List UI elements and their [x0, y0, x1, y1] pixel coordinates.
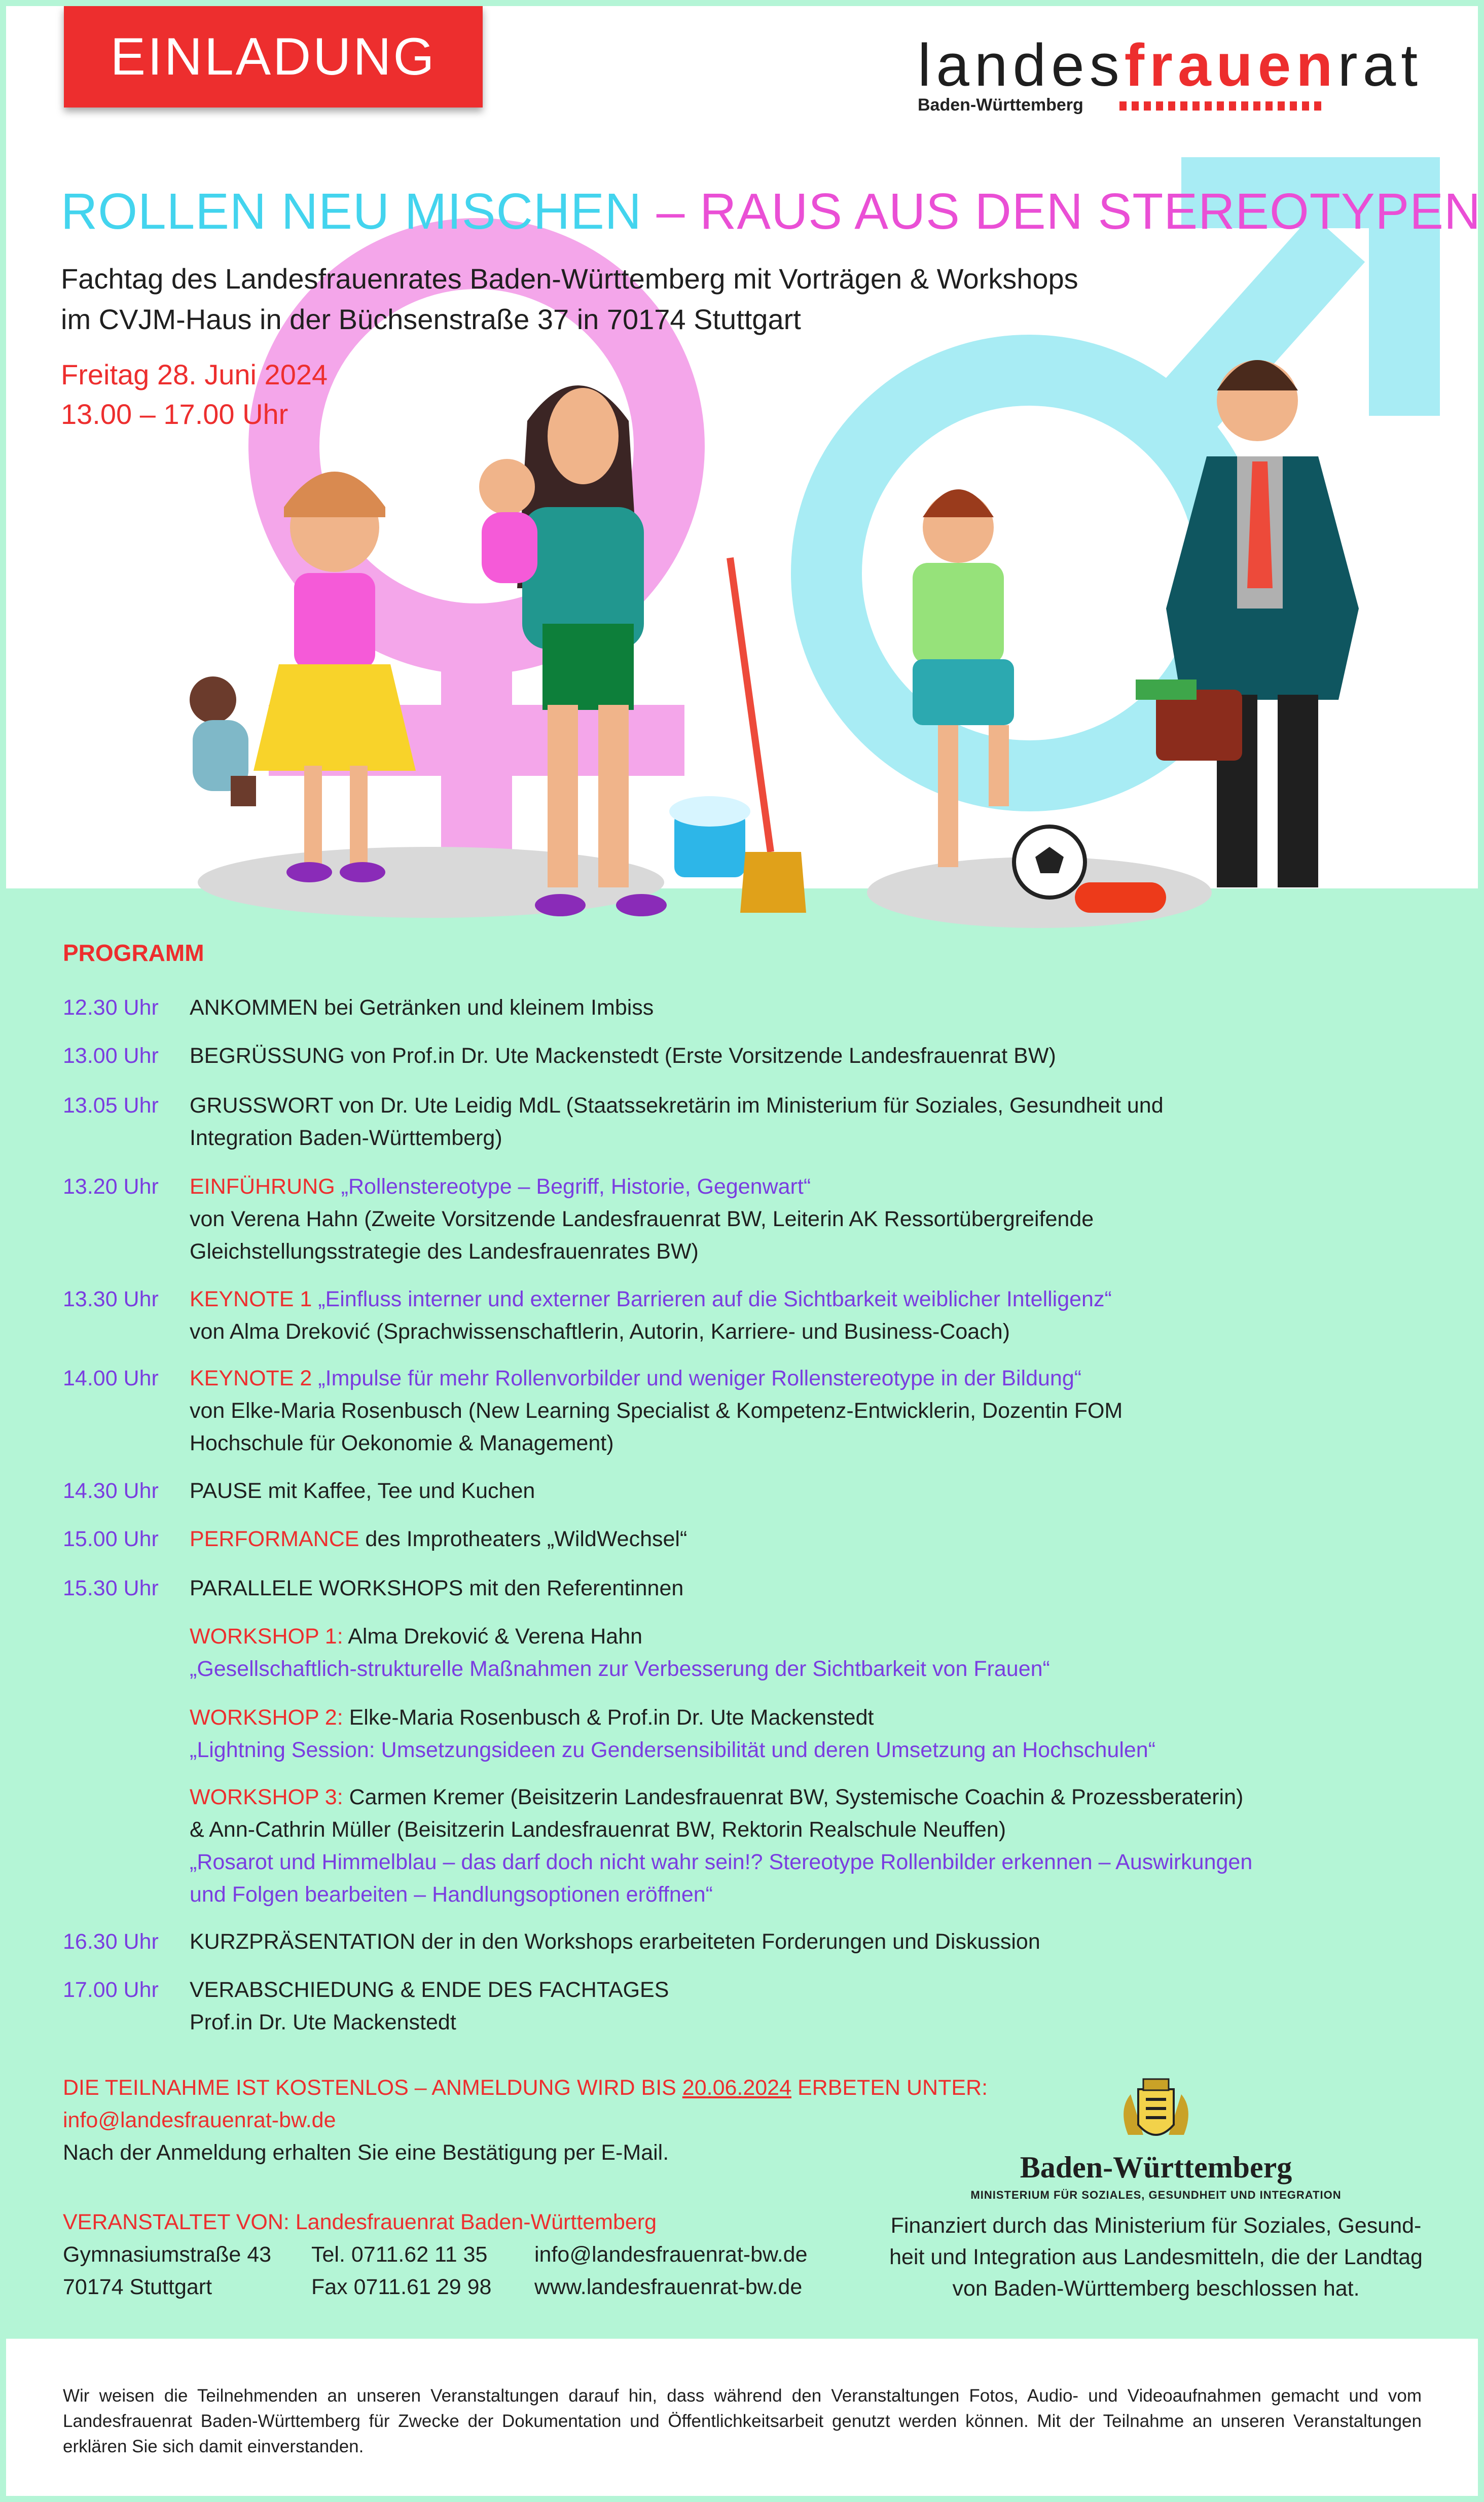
organizer-contact — [534, 2238, 808, 2303]
event-subtitle: Fachtag des Landesfrauenrates Baden-Württemberg mit Vorträgen & Workshops im CVJM-Haus in der Büchsenstraße 37 in 70174 Stuttgart — [61, 263, 1078, 335]
program-text: von Dr. Ute Leidig MdL (Staatssekretärin im Ministerium für Soziales, Gesundheit und — [333, 1093, 1164, 1118]
workshop-speakers: Alma Dreković & Verena Hahn — [343, 1624, 643, 1649]
program-text-line2: Prof.in Dr. Ute Mackenstedt — [190, 2010, 456, 2034]
doll-figure — [190, 676, 256, 806]
sponsor-block — [877, 2074, 1435, 2201]
program-time: 13.05 Uhr — [63, 1093, 159, 1118]
bucket-and-mop — [669, 558, 806, 913]
program-time: 13.30 Uhr — [63, 1287, 159, 1311]
workshop-label: WORKSHOP 1: — [190, 1624, 343, 1649]
boy-figure — [913, 489, 1166, 913]
ground-shadow-left — [198, 847, 664, 918]
workshop-speakers-line2: & Ann-Cathrin Müller (Beisitzerin Landesfrauenrat BW, Rektorin Realschule Neuffen) — [190, 1817, 1006, 1842]
program-text-line2: von Verena Hahn (Zweite Vorsitzende Landesfrauenrat BW, Leiterin AK Ressortübergreifende — [190, 1207, 1094, 1231]
program-time: 12.30 Uhr — [63, 995, 159, 1020]
program-text: von Prof.in Dr. Ute Mackenstedt (Erste Vorsitzende Landesfrauenrat BW) — [344, 1044, 1056, 1068]
mother-figure — [479, 385, 667, 916]
registration-deadline: 20.06.2024 — [682, 2076, 792, 2100]
program-label: EINFÜHRUNG — [190, 1174, 335, 1199]
workshop-speakers: Carmen Kremer (Beisitzerin Landesfrauenrat BW, Systemische Coachin & Prozessberaterin) — [343, 1785, 1244, 1809]
logo-subtitle: Baden-Württemberg — [918, 95, 1083, 115]
program-text: der in den Workshops erarbeiteten Forderungen und Diskussion — [415, 1929, 1040, 1954]
page-title: ROLLEN NEU MISCHEN – RAUS AUS DEN STEREOTYPEN — [61, 183, 1481, 240]
sponsor-name: Baden-Württemberg — [1020, 2151, 1292, 2184]
sponsor-ministry: MINISTERIUM FÜR SOZIALES, GESUNDHEIT UND INTEGRATION — [970, 2189, 1342, 2201]
program-label: PERFORMANCE — [190, 1527, 359, 1551]
program-time: 14.30 Uhr — [63, 1479, 159, 1503]
program-text-line3: Hochschule für Oekonomie & Management) — [190, 1431, 614, 1455]
program-time: 15.30 Uhr — [63, 1576, 159, 1600]
man-figure — [1136, 360, 1359, 887]
coat-of-arms-icon — [877, 2074, 1435, 2150]
program-label: KEYNOTE 2 — [190, 1366, 312, 1390]
workshop-label: WORKSHOP 2: — [190, 1705, 343, 1730]
registration-confirm: Nach der Anmeldung erhalten Sie eine Bestätigung per E-Mail. — [63, 2140, 669, 2165]
registration-info — [63, 2071, 988, 2169]
program-label: KURZPRÄSENTATION — [190, 1929, 416, 1954]
funding-note: Finanziert durch das Ministerium für Soziales, Gesund- heit und Integration aus Landesmitteln, die der Landtag von Baden-Württemberg beschlossen hat. — [889, 2213, 1423, 2301]
program-text: bei Getränken und kleinem Imbiss — [318, 995, 654, 1020]
program-label: VERABSCHIEDUNG & ENDE DES FACHTAGES — [190, 1978, 669, 2002]
organizer-heading: VERANSTALTET VON: Landesfrauenrat Baden-Württemberg — [63, 2210, 657, 2234]
workshop-topic: „Rosarot und Himmelblau – das darf doch nicht wahr sein!? Stereotype Rollenbilder erkennen – Auswirkungen — [190, 1850, 1253, 1874]
program-topic: „Rollenstereotype – Begriff, Historie, Gegenwart“ — [335, 1174, 811, 1199]
program-text-line3: Gleichstellungsstrategie des Landesfrauenrates BW) — [190, 1239, 699, 1264]
workshop-topic-line2: und Folgen bearbeiten – Handlungsoptionen eröffnen“ — [190, 1882, 713, 1907]
workshop-label: WORKSHOP 3: — [190, 1785, 343, 1809]
program-time: 14.00 Uhr — [63, 1366, 159, 1390]
program-label: ANKOMMEN — [190, 995, 318, 1020]
organizer-info — [63, 2206, 808, 2303]
stereotype-illustration — [0, 0, 1484, 933]
program-text-line2: von Alma Dreković (Sprachwissenschaftlerin, Autorin, Karriere- und Business-Coach) — [190, 1319, 1010, 1344]
program-label: PAUSE — [190, 1479, 262, 1503]
registration-text: DIE TEILNAHME IST KOSTENLOS – ANMELDUNG WIRD BIS — [63, 2076, 682, 2100]
registration-text-end: ERBETEN UNTER: — [791, 2076, 988, 2100]
workshop-topic: „Gesellschaftlich-strukturelle Maßnahmen zur Verbesserung der Sichtbarkeit von Frauen“ — [190, 1657, 1050, 1681]
program-time: 17.00 Uhr — [63, 1978, 159, 2002]
program-text-line2: von Elke-Maria Rosenbusch (New Learning Specialist & Kompetenz-Entwicklerin, Dozentin FOM — [190, 1399, 1123, 1423]
organizer-address: Gymnasiumstraße 43 70174 Stuttgart — [63, 2242, 272, 2299]
program-text: mit Kaffee, Tee und Kuchen — [262, 1479, 535, 1503]
program-label: KEYNOTE 1 — [190, 1287, 312, 1311]
girl-figure — [254, 472, 416, 882]
footer-disclaimer: Wir weisen die Teilnehmenden an unseren Veranstaltungen darauf hin, dass während den Veranstaltungen Fotos, Audio- und Videoaufnahmen gemacht und vom Landesfrauenrat Baden-Württemberg für Zwecke der Dokumentation und Öffentlichkeitsarbeit genutzt werden können. Mit der Teilnahme an unseren Veranstaltungen erklären Sie sich damit einverstanden. — [63, 2386, 1422, 2456]
program-text: des Improtheaters „WildWechsel“ — [359, 1527, 687, 1551]
program-heading: PROGRAMM — [63, 940, 204, 966]
program-topic: „Impulse für mehr Rollenvorbilder und weniger Rollenstereotype in der Bildung“ — [312, 1366, 1082, 1390]
program-text-line2: Integration Baden-Württemberg) — [190, 1126, 502, 1150]
program-time: 16.30 Uhr — [63, 1929, 159, 1954]
organizer-phone: Tel. 0711.62 11 35 Fax 0711.61 29 98 — [311, 2242, 492, 2299]
program-label: GRUSSWORT — [190, 1093, 333, 1118]
event-date: Freitag 28. Juni 2024 13.00 – 17.00 Uhr — [61, 359, 328, 430]
logo-wordmark: landesfrauenrat — [918, 32, 1423, 99]
program-time: 15.00 Uhr — [63, 1527, 159, 1551]
program-time: 13.00 Uhr — [63, 1044, 159, 1068]
workshop-speakers: Elke-Maria Rosenbusch & Prof.in Dr. Ute Mackenstedt — [343, 1705, 874, 1730]
program-label: BEGRÜSSUNG — [190, 1044, 345, 1068]
program-time: 13.20 Uhr — [63, 1174, 159, 1199]
invitation-badge: EINLADUNG — [64, 6, 483, 108]
registration-email-link[interactable]: info@landesfrauenrat-bw.de — [63, 2108, 336, 2132]
program-label: PARALLELE WORKSHOPS — [190, 1576, 463, 1600]
organizer-website-link[interactable]: www.landesfrauenrat-bw.de — [534, 2275, 803, 2299]
program-text: mit den Referentinnen — [463, 1576, 684, 1600]
organizer-email-link[interactable]: info@landesfrauenrat-bw.de — [534, 2242, 808, 2267]
workshop-topic: „Lightning Session: Umsetzungsideen zu Gendersensibilität und deren Umsetzung an Hochschulen“ — [190, 1738, 1156, 1762]
program-topic: „Einfluss interner und externer Barrieren auf die Sichtbarkeit weiblicher Intelligenz“ — [312, 1287, 1112, 1311]
